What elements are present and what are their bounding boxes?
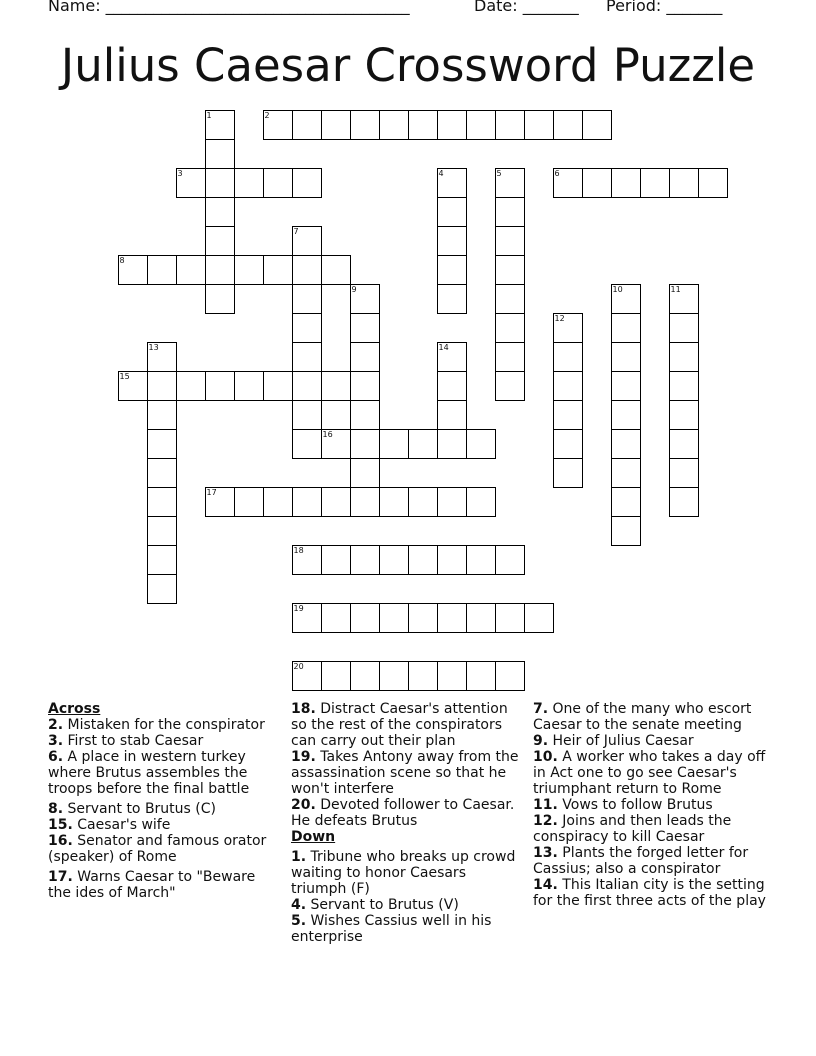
crossword-cell[interactable] bbox=[466, 603, 496, 633]
crossword-cell[interactable] bbox=[263, 487, 293, 517]
crossword-cell[interactable] bbox=[176, 371, 206, 401]
clue-across-3: 3. First to stab Caesar bbox=[48, 733, 204, 749]
crossword-cell[interactable] bbox=[321, 255, 351, 285]
clue-across-19: 19. Takes Antony away from the assassination scene so that he won't interfere bbox=[291, 749, 519, 797]
crossword-cell[interactable] bbox=[437, 197, 467, 227]
crossword-cell[interactable] bbox=[379, 545, 409, 575]
crossword-cell[interactable] bbox=[321, 429, 351, 459]
crossword-cell[interactable] bbox=[553, 168, 583, 198]
crossword-cell[interactable] bbox=[292, 342, 322, 372]
crossword-cell[interactable] bbox=[147, 487, 177, 517]
crossword-cell[interactable] bbox=[321, 545, 351, 575]
crossword-cell[interactable] bbox=[524, 603, 554, 633]
crossword-cell[interactable] bbox=[147, 255, 177, 285]
clue-column-2 bbox=[291, 701, 523, 945]
crossword-cell[interactable] bbox=[553, 371, 583, 401]
crossword-cell[interactable] bbox=[611, 313, 641, 343]
crossword-cell[interactable] bbox=[466, 487, 496, 517]
crossword-cell[interactable] bbox=[553, 429, 583, 459]
crossword-cell[interactable] bbox=[495, 255, 525, 285]
crossword-cell[interactable] bbox=[495, 342, 525, 372]
crossword-cell[interactable] bbox=[698, 168, 728, 198]
crossword-cell[interactable] bbox=[408, 110, 438, 140]
crossword-cell[interactable] bbox=[437, 342, 467, 372]
crossword-cell[interactable] bbox=[495, 603, 525, 633]
clue-number: 17 bbox=[206, 488, 217, 497]
clue-number: 7 bbox=[293, 227, 299, 236]
crossword-cell[interactable] bbox=[669, 458, 699, 488]
crossword-cell[interactable] bbox=[350, 661, 380, 691]
clue-down-1: 1. Tribune who breaks up crowd waiting to honor Caesars triumph (F) bbox=[291, 849, 516, 897]
crossword-cell[interactable] bbox=[292, 603, 322, 633]
crossword-cell[interactable] bbox=[495, 197, 525, 227]
crossword-cell[interactable] bbox=[408, 487, 438, 517]
crossword-cell[interactable] bbox=[205, 487, 235, 517]
crossword-cell[interactable] bbox=[176, 168, 206, 198]
crossword-cell[interactable] bbox=[379, 487, 409, 517]
crossword-cell[interactable] bbox=[147, 429, 177, 459]
crossword-cell[interactable] bbox=[553, 342, 583, 372]
crossword-cell[interactable] bbox=[437, 487, 467, 517]
clue-across-17: 17. Warns Caesar to "Beware the ides of March" bbox=[48, 869, 256, 901]
crossword-cell[interactable] bbox=[379, 661, 409, 691]
clue-number: 15 bbox=[119, 372, 130, 381]
crossword-cell[interactable] bbox=[669, 487, 699, 517]
crossword-cell[interactable] bbox=[466, 661, 496, 691]
clue-number: 1 bbox=[206, 111, 212, 120]
crossword-cell[interactable] bbox=[611, 371, 641, 401]
crossword-cell[interactable] bbox=[118, 255, 148, 285]
crossword-cell[interactable] bbox=[553, 313, 583, 343]
crossword-cell[interactable] bbox=[263, 255, 293, 285]
clue-number: 3 bbox=[177, 169, 183, 178]
clue-number: 20 bbox=[293, 662, 304, 671]
crossword-cell[interactable] bbox=[437, 255, 467, 285]
crossword-cell[interactable] bbox=[611, 168, 641, 198]
crossword-cell[interactable] bbox=[437, 429, 467, 459]
crossword-cell[interactable] bbox=[292, 400, 322, 430]
crossword-cell[interactable] bbox=[466, 545, 496, 575]
across-heading: Across bbox=[48, 701, 101, 717]
crossword-cell[interactable] bbox=[292, 284, 322, 314]
crossword-cell[interactable] bbox=[292, 226, 322, 256]
student-info-header bbox=[0, 0, 816, 20]
period-field[interactable]: Period: _______ bbox=[606, 0, 723, 15]
crossword-cell[interactable] bbox=[669, 284, 699, 314]
name-field[interactable]: Name: ______________________________________ bbox=[48, 0, 410, 15]
crossword-cell[interactable] bbox=[147, 574, 177, 604]
crossword-cell[interactable] bbox=[205, 168, 235, 198]
crossword-cell[interactable] bbox=[437, 661, 467, 691]
crossword-cell[interactable] bbox=[350, 400, 380, 430]
crossword-cell[interactable] bbox=[611, 342, 641, 372]
clue-down-10: 10. A worker who takes a day off in Act one to go see Caesar's triumphant return to Rome bbox=[533, 749, 766, 797]
clue-number: 8 bbox=[119, 256, 125, 265]
crossword-cell[interactable] bbox=[640, 168, 670, 198]
clue-across-6: 6. A place in western turkey where Brutus assembles the troops before the final battle bbox=[48, 749, 250, 797]
clue-down-7: 7. One of the many who escort Caesar to the senate meeting bbox=[533, 701, 752, 733]
crossword-cell[interactable] bbox=[147, 400, 177, 430]
crossword-cell[interactable] bbox=[437, 400, 467, 430]
crossword-cell[interactable] bbox=[611, 400, 641, 430]
crossword-cell[interactable] bbox=[292, 661, 322, 691]
page-title: Julius Caesar Crossword Puzzle bbox=[60, 39, 756, 92]
crossword-cell[interactable] bbox=[263, 371, 293, 401]
crossword-cell[interactable] bbox=[147, 516, 177, 546]
clue-across-18: 18. Distract Caesar's attention so the rest of the conspirators can carry out their plan bbox=[291, 701, 508, 749]
crossword-cell[interactable] bbox=[437, 284, 467, 314]
crossword-cell[interactable] bbox=[292, 313, 322, 343]
crossword-cell[interactable] bbox=[437, 603, 467, 633]
crossword-cell[interactable] bbox=[379, 603, 409, 633]
crossword-cell[interactable] bbox=[495, 168, 525, 198]
clue-number: 11 bbox=[670, 285, 681, 294]
clue-number: 19 bbox=[293, 604, 304, 613]
clue-down-14: 14. This Italian city is the setting for the first three acts of the play bbox=[533, 877, 766, 909]
crossword-cell[interactable] bbox=[205, 226, 235, 256]
crossword-cell[interactable] bbox=[350, 458, 380, 488]
crossword-cell[interactable] bbox=[147, 545, 177, 575]
crossword-cell[interactable] bbox=[379, 110, 409, 140]
clue-column-1 bbox=[48, 701, 278, 901]
crossword-cell[interactable] bbox=[350, 371, 380, 401]
crossword-cell[interactable] bbox=[495, 545, 525, 575]
crossword-cell[interactable] bbox=[437, 168, 467, 198]
crossword-cell[interactable] bbox=[466, 110, 496, 140]
crossword-cell[interactable] bbox=[350, 342, 380, 372]
crossword-cell[interactable] bbox=[611, 284, 641, 314]
clue-across-16: 16. Senator and famous orator (speaker) of Rome bbox=[48, 833, 267, 865]
crossword-cell[interactable] bbox=[437, 226, 467, 256]
crossword-cell[interactable] bbox=[379, 429, 409, 459]
crossword-cell[interactable] bbox=[669, 342, 699, 372]
crossword-cell[interactable] bbox=[205, 284, 235, 314]
crossword-cell[interactable] bbox=[553, 458, 583, 488]
crossword-cell[interactable] bbox=[205, 255, 235, 285]
clue-number: 13 bbox=[148, 343, 159, 352]
crossword-cell[interactable] bbox=[495, 661, 525, 691]
crossword-cell[interactable] bbox=[582, 110, 612, 140]
clue-number: 4 bbox=[438, 169, 444, 178]
crossword-cell[interactable] bbox=[147, 342, 177, 372]
crossword-cell[interactable] bbox=[437, 371, 467, 401]
crossword-cell[interactable] bbox=[495, 284, 525, 314]
clue-number: 2 bbox=[264, 111, 270, 120]
crossword-cell[interactable] bbox=[350, 284, 380, 314]
clue-across-8: 8. Servant to Brutus (C) bbox=[48, 801, 216, 817]
crossword-cell[interactable] bbox=[292, 429, 322, 459]
crossword-cell[interactable] bbox=[292, 371, 322, 401]
crossword-cell[interactable] bbox=[205, 371, 235, 401]
crossword-cell[interactable] bbox=[669, 429, 699, 459]
crossword-cell[interactable] bbox=[292, 487, 322, 517]
crossword-cell[interactable] bbox=[495, 226, 525, 256]
crossword-cell[interactable] bbox=[437, 110, 467, 140]
crossword-cell[interactable] bbox=[321, 487, 351, 517]
clue-number: 6 bbox=[554, 169, 560, 178]
crossword-cell[interactable] bbox=[118, 371, 148, 401]
clue-number: 9 bbox=[351, 285, 357, 294]
crossword-cell[interactable] bbox=[524, 110, 554, 140]
crossword-cell[interactable] bbox=[205, 110, 235, 140]
crossword-cell[interactable] bbox=[263, 168, 293, 198]
crossword-cell[interactable] bbox=[408, 661, 438, 691]
crossword-cell[interactable] bbox=[350, 429, 380, 459]
crossword-cell[interactable] bbox=[553, 400, 583, 430]
clue-number: 10 bbox=[612, 285, 623, 294]
crossword-cell[interactable] bbox=[321, 371, 351, 401]
crossword-cell[interactable] bbox=[408, 545, 438, 575]
crossword-cell[interactable] bbox=[495, 313, 525, 343]
crossword-cell[interactable] bbox=[205, 139, 235, 169]
crossword-cell[interactable] bbox=[292, 255, 322, 285]
crossword-cell[interactable] bbox=[205, 197, 235, 227]
crossword-cell[interactable] bbox=[147, 458, 177, 488]
crossword-cell[interactable] bbox=[350, 545, 380, 575]
clue-across-20: 20. Devoted follower to Caesar. He defeats Brutus bbox=[291, 797, 515, 829]
clue-down-5: 5. Wishes Cassius well in his enterprise bbox=[291, 913, 492, 945]
clue-down-11: 11. Vows to follow Brutus bbox=[533, 797, 713, 813]
crossword-cell[interactable] bbox=[669, 313, 699, 343]
crossword-cell[interactable] bbox=[234, 168, 264, 198]
crossword-cell[interactable] bbox=[321, 603, 351, 633]
clue-number: 16 bbox=[322, 430, 333, 439]
crossword-cell[interactable] bbox=[263, 110, 293, 140]
crossword-cell[interactable] bbox=[669, 168, 699, 198]
crossword-cell[interactable] bbox=[466, 429, 496, 459]
clue-number: 12 bbox=[554, 314, 565, 323]
clue-number: 5 bbox=[496, 169, 502, 178]
crossword-cell[interactable] bbox=[553, 110, 583, 140]
crossword-cell[interactable] bbox=[582, 168, 612, 198]
crossword-cell[interactable] bbox=[495, 371, 525, 401]
crossword-cell[interactable] bbox=[408, 603, 438, 633]
crossword-cell[interactable] bbox=[437, 545, 467, 575]
crossword-cell[interactable] bbox=[611, 429, 641, 459]
crossword-cell[interactable] bbox=[408, 429, 438, 459]
crossword-cell[interactable] bbox=[350, 313, 380, 343]
clue-column-3 bbox=[533, 701, 773, 909]
clue-across-2: 2. Mistaken for the conspirator bbox=[48, 717, 265, 733]
crossword-cell[interactable] bbox=[292, 545, 322, 575]
crossword-cell[interactable] bbox=[292, 110, 322, 140]
date-field[interactable]: Date: _______ bbox=[474, 0, 579, 15]
clue-number: 14 bbox=[438, 343, 449, 352]
crossword-cell[interactable] bbox=[350, 487, 380, 517]
crossword-cell[interactable] bbox=[350, 603, 380, 633]
crossword-cell[interactable] bbox=[292, 168, 322, 198]
clue-down-4: 4. Servant to Brutus (V) bbox=[291, 897, 459, 913]
crossword-cell[interactable] bbox=[350, 110, 380, 140]
crossword-cell[interactable] bbox=[669, 371, 699, 401]
crossword-cell[interactable] bbox=[611, 516, 641, 546]
crossword-cell[interactable] bbox=[669, 400, 699, 430]
crossword-cell[interactable] bbox=[147, 371, 177, 401]
crossword-cell[interactable] bbox=[611, 458, 641, 488]
crossword-cell[interactable] bbox=[176, 255, 206, 285]
crossword-cell[interactable] bbox=[234, 487, 264, 517]
crossword-cell[interactable] bbox=[234, 371, 264, 401]
crossword-cell[interactable] bbox=[495, 110, 525, 140]
crossword-cell[interactable] bbox=[321, 110, 351, 140]
clue-number: 18 bbox=[293, 546, 304, 555]
down-heading: Down bbox=[291, 829, 336, 845]
crossword-cell[interactable] bbox=[611, 487, 641, 517]
clue-down-9: 9. Heir of Julius Caesar bbox=[533, 733, 694, 749]
crossword-cell[interactable] bbox=[234, 255, 264, 285]
clue-across-15: 15. Caesar's wife bbox=[48, 817, 171, 833]
clue-down-12: 12. Joins and then leads the conspiracy to kill Caesar bbox=[533, 813, 732, 845]
clue-down-13: 13. Plants the forged letter for Cassius; also a conspirator bbox=[533, 845, 749, 877]
crossword-cell[interactable] bbox=[321, 661, 351, 691]
